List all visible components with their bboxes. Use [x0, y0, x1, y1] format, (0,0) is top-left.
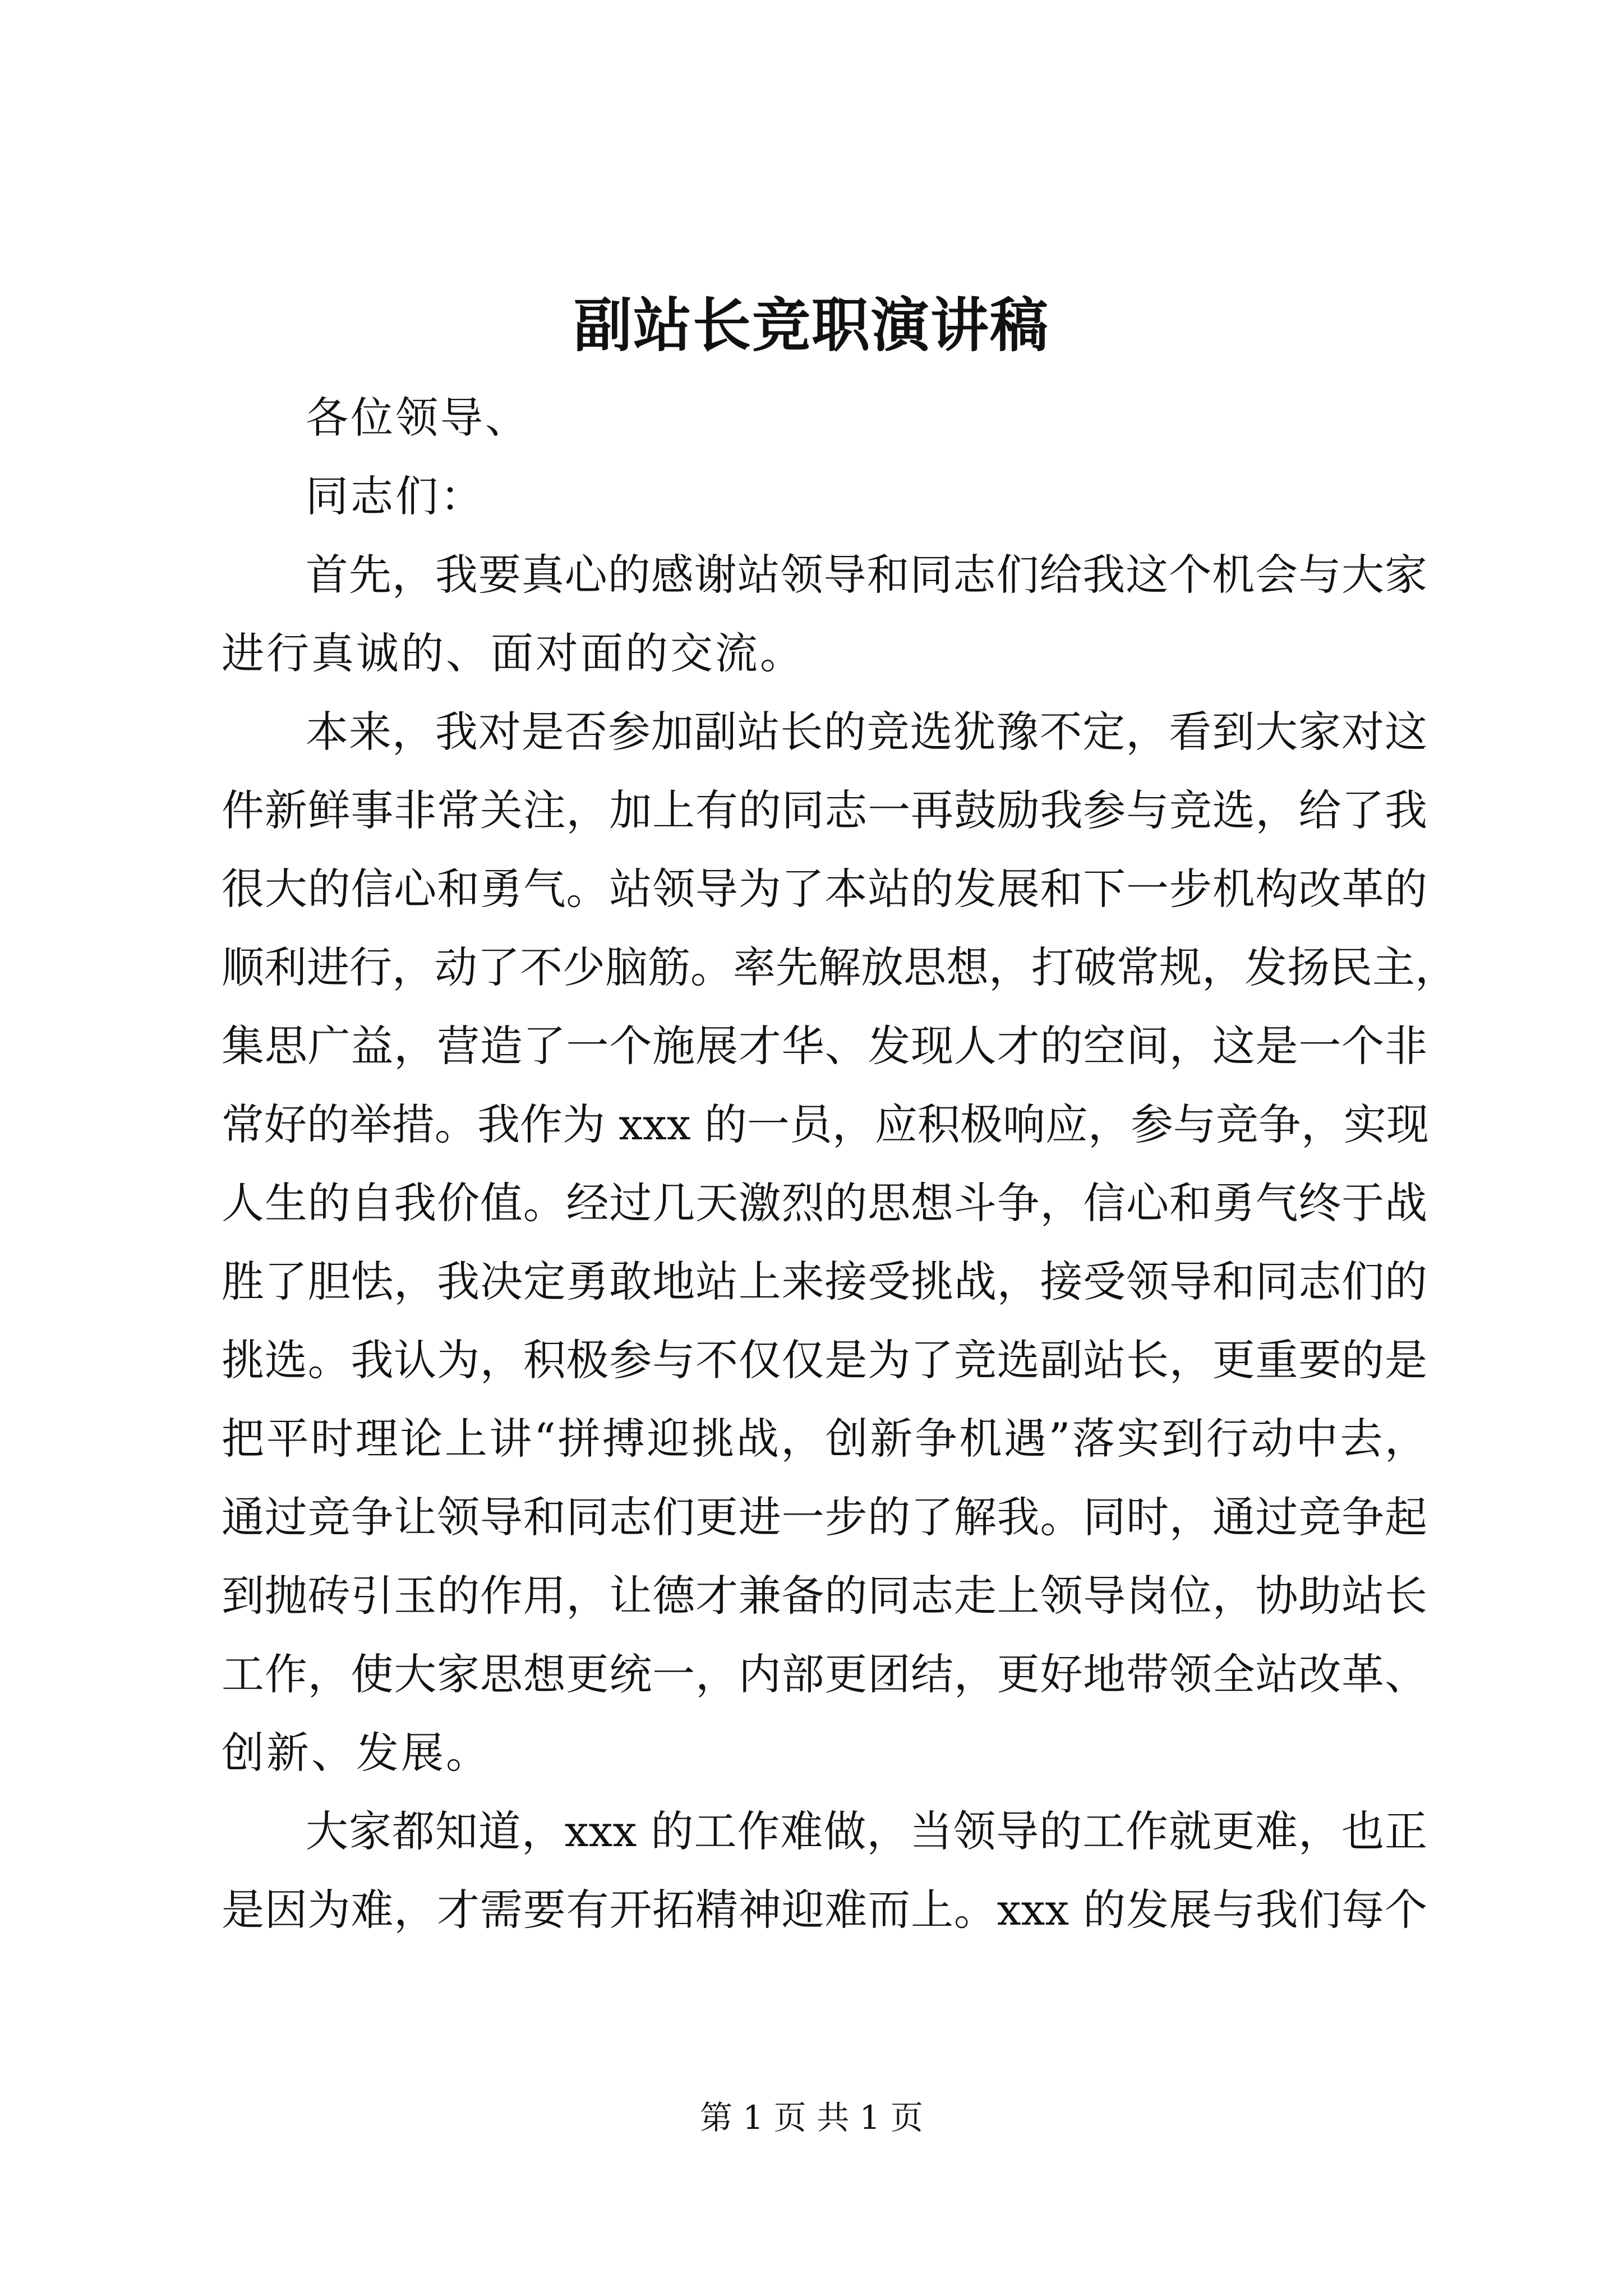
paragraph-line: 常好的举措。我作为 xxx 的一员，应积极响应，参与竞争，实现 — [222, 1099, 1429, 1149]
paragraph-line: 首先，我要真心的感谢站领导和同志们给我这个机会与大家 — [306, 550, 1427, 600]
salutation-line: 各位领导、 — [306, 393, 530, 443]
paragraph-line: 很大的信心和勇气。站领导为了本站的发展和下一步机构改革的 — [222, 864, 1427, 914]
page-footer: 第 1 页 共 1 页 — [700, 2099, 923, 2137]
paragraph-line: 集思广益，营造了一个施展才华、发现人才的空间，这是一个非 — [222, 1021, 1427, 1071]
paragraph-line: 人生的自我价值。经过几天激烈的思想斗争，信心和勇气终于战 — [222, 1178, 1427, 1228]
paragraph-line: 到抛砖引玉的作用，让德才兼备的同志走上领导岗位，协助站长 — [222, 1571, 1427, 1621]
paragraph-line: 创新、发展。 — [222, 1728, 491, 1778]
paragraph-line: 工作，使大家思想更统一，内部更团结，更好地带领全站改革、 — [222, 1649, 1427, 1699]
paragraph-line: 大家都知道，xxx 的工作难做，当领导的工作就更难，也正 — [306, 1806, 1427, 1856]
paragraph-line: 进行真诚的、面对面的交流。 — [222, 628, 805, 678]
paragraph-line: 把平时理论上讲“拼搏迎挑战，创新争机遇”落实到行动中去， — [222, 1414, 1427, 1464]
paragraph-line: 通过竞争让领导和同志们更进一步的了解我。同时，通过竞争起 — [222, 1492, 1427, 1542]
paragraph-line: 挑选。我认为，积极参与不仅仅是为了竞选副站长，更重要的是 — [222, 1335, 1427, 1385]
paragraph-line: 顺利进行，动了不少脑筋。率先解放思想，打破常规，发扬民主， — [222, 942, 1458, 992]
paragraph-line: 胜了胆怯，我决定勇敢地站上来接受挑战，接受领导和同志们的 — [222, 1257, 1427, 1306]
paragraph-line: 件新鲜事非常关注，加上有的同志一再鼓励我参与竞选，给了我 — [222, 785, 1427, 835]
salutation-line: 同志们： — [306, 471, 485, 521]
paragraph-line: 本来，我对是否参加副站长的竞选犹豫不定，看到大家对这 — [306, 707, 1427, 757]
paragraph-line: 是因为难，才需要有开拓精神迎难而上。xxx 的发展与我们每个 — [222, 1885, 1427, 1935]
page-title: 副站长竞职演讲稿 — [573, 291, 1049, 360]
